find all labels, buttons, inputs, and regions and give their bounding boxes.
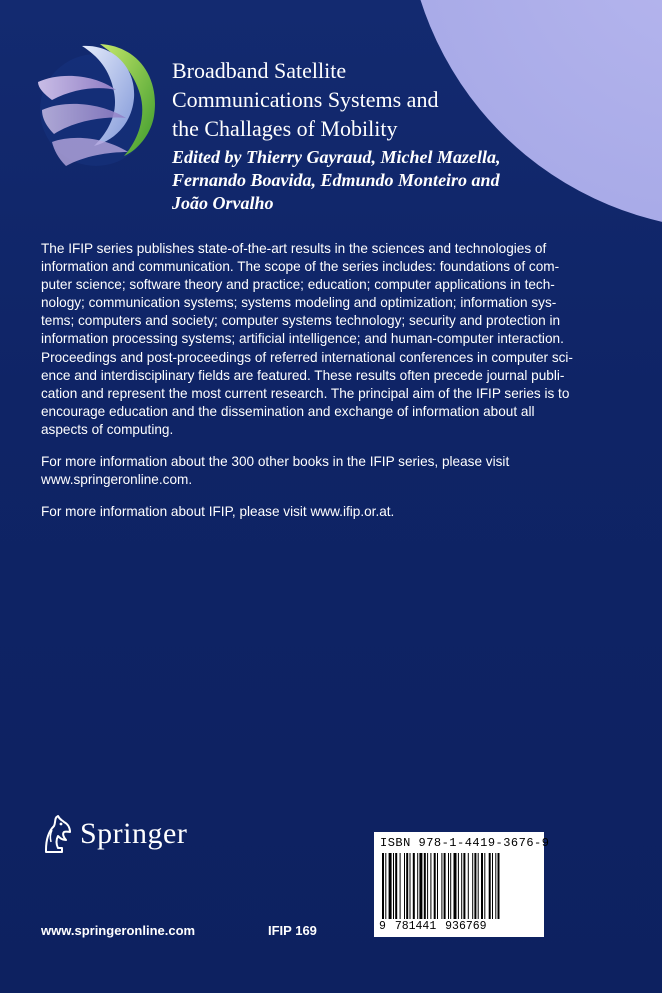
text-line: encourage education and the dissemination and exchange of information about all [41, 403, 535, 419]
barcode-bar [474, 853, 476, 919]
text-line: tems; computers and society; computer systems technology; security and protection in [41, 313, 561, 329]
book-title [172, 56, 592, 143]
more-info-paragraph [41, 453, 621, 489]
text-line: nology; communication systems; systems modeling and optimization; information sys- [41, 295, 557, 311]
barcode-bar [495, 853, 496, 919]
editors-line: João Orvalho [172, 193, 274, 213]
barcode-bar [400, 853, 401, 919]
barcode-bar [437, 853, 438, 919]
barcode-bar [427, 853, 428, 919]
series-logo-icon [30, 38, 162, 176]
text-line: information and communication. The scope of the series includes: foundations of com- [41, 259, 560, 275]
title-line: the Challages of Mobility [172, 116, 398, 141]
footer-url: www.springeronline.com [41, 923, 196, 938]
barcode-bar [444, 853, 446, 919]
text-line: Proceedings and post-proceedings of referred international conferences in computer sci- [41, 349, 573, 365]
barcode-bar [410, 853, 411, 919]
ean-right-group: 936769 [445, 920, 487, 933]
barcode-bar [454, 853, 457, 919]
editors-line: Edited by Thierry Gayraud, Michel Mazella, [172, 147, 501, 167]
barcode-bar [382, 853, 384, 919]
ifip-info-paragraph [41, 503, 621, 521]
isbn-text: ISBN 978-1-4419-3676-9 [380, 836, 550, 850]
text-line: puter science; software theory and practice; education; computer applications in tech- [41, 277, 555, 293]
barcode-bar [498, 853, 500, 919]
text-line: The IFIP series publishes state-of-the-art results in the sciences and technologies of [41, 241, 547, 256]
barcode-bar [461, 853, 462, 919]
description-paragraph [41, 240, 621, 439]
publisher-name: Springer [80, 817, 188, 850]
barcode-bar [468, 853, 469, 919]
barcode-bar [393, 853, 394, 919]
ean-left-group: 781441 [394, 920, 437, 933]
barcode-bar [389, 853, 392, 919]
barcode-bar [413, 853, 415, 919]
editors-credit [172, 146, 612, 215]
isbn-barcode [374, 832, 550, 937]
barcode-bars [382, 853, 538, 919]
text-line: www.springeronline.com. [41, 472, 193, 488]
barcode-bar [489, 853, 491, 919]
editors-line: Fernando Boavida, Edmundo Monteiro and [172, 170, 500, 190]
text-line: aspects of computing. [41, 421, 174, 437]
springer-horse-icon [40, 814, 74, 854]
text-line: information processing systems; artificial intelligence; and human-computer interaction. [41, 331, 564, 347]
barcode-bar [441, 853, 442, 919]
text-line: ence and interdisciplinary fields are featured. These results often precede journal publi- [41, 367, 565, 383]
barcode-bar [395, 853, 397, 919]
title-line: Broadband Satellite [172, 58, 347, 83]
barcode-bar [463, 853, 465, 919]
barcode-bar [417, 853, 418, 919]
barcode-bar [406, 853, 408, 919]
barcode-bar [478, 853, 479, 919]
publisher-logo [40, 812, 187, 856]
barcode-bar [430, 853, 431, 919]
barcode-bar [419, 853, 422, 919]
text-line: For more information about IFIP, please visit www.ifip.or.at. [41, 504, 395, 520]
ean-digits [379, 920, 541, 933]
barcode-bar [458, 853, 459, 919]
barcode-bar [484, 853, 485, 919]
barcode-bar [481, 853, 483, 919]
text-line: cation and represent the most current research. The principal aim of the IFIP series is to [41, 385, 570, 401]
series-description [41, 240, 621, 521]
title-line: Communications Systems and [172, 87, 439, 112]
barcode-bar [404, 853, 405, 919]
barcode-bar [492, 853, 493, 919]
barcode-bar [385, 853, 386, 919]
barcode-bar [450, 853, 451, 919]
ean-first-digit: 9 [379, 920, 386, 933]
text-line: For more information about the 300 other books in the IFIP series, please visit [41, 454, 510, 470]
barcode-bar [448, 853, 449, 919]
barcode-bar [424, 853, 426, 919]
series-number: IFIP 169 [268, 923, 317, 938]
barcode-bar [434, 853, 436, 919]
barcode-bar [472, 853, 473, 919]
